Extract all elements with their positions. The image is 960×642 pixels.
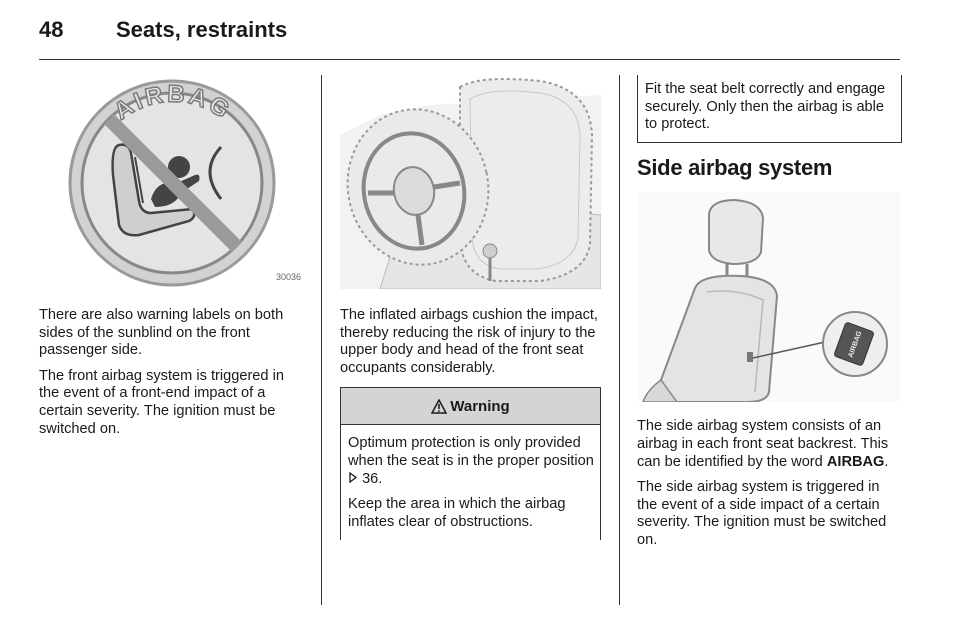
inflated-airbag-illustration — [340, 75, 601, 289]
warning-title: Warning — [450, 397, 510, 415]
paragraph-text: . — [884, 453, 889, 470]
paragraph: The inflated airbags cushion the impact, thereby reducing the risk of injury to the upper body and head of the front seat occupants considerably. — [340, 307, 598, 376]
warning-box — [340, 387, 601, 540]
page-title: Seats, restraints — [116, 17, 288, 42]
paragraph-text: The side airbag system consists of an airbag in each front seat backrest. This can be identified by the word — [637, 418, 889, 470]
column-divider-2 — [619, 75, 620, 605]
warning-triangle-icon — [431, 399, 447, 414]
warning-text: Optimum protection is only provided when the seat is in the proper position — [348, 435, 594, 469]
column-2 — [340, 75, 601, 540]
svg-text:AIRBAG: AIRBAG — [847, 330, 864, 360]
col3-text — [637, 418, 900, 549]
paragraph: The front airbag system is triggered in the event of a front-end impact of a certain severity. The ignition must be switched on. — [39, 367, 284, 437]
note-text: Fit the seat belt correctly and engage securely. Only then the airbag is able to protect. — [645, 81, 886, 133]
seat-airbag-label-illustration — [637, 192, 900, 402]
continued-warning-box — [637, 75, 902, 143]
page-number: 48 — [39, 17, 64, 42]
airbag-warning-sign-figure — [39, 75, 305, 289]
figure-code: 30036 — [275, 272, 301, 283]
inflated-airbags-figure — [340, 75, 601, 289]
warning-body — [341, 425, 600, 531]
column-divider-1 — [321, 75, 322, 605]
side-airbag-seat-figure — [637, 192, 900, 402]
paragraph: The side airbag system is triggered in the event of a side impact of a certain severity. The ignition must be switched on. — [637, 479, 887, 548]
warning-paragraph — [348, 435, 594, 488]
warning-paragraph: Keep the area in which the airbag inflates clear of obstructions. — [348, 496, 566, 530]
column-3 — [637, 75, 900, 558]
airbag-word: AIRBAG — [826, 453, 885, 470]
column-1 — [39, 75, 305, 446]
warning-header — [341, 388, 600, 425]
no-child-seat-airbag-icon — [39, 75, 305, 289]
paragraph: There are also warning labels on both sides of the sunblind on the front passenger side. — [39, 307, 284, 359]
header-rule — [39, 59, 900, 60]
page-reference[interactable]: 36. — [362, 470, 383, 487]
svg-text:AIRBAG: AIRBAG — [109, 80, 237, 126]
col2-text — [340, 307, 601, 377]
paragraph — [637, 418, 900, 471]
col1-text — [39, 307, 305, 438]
section-title: Side airbag system — [637, 154, 833, 180]
page-reference-icon — [348, 472, 358, 483]
